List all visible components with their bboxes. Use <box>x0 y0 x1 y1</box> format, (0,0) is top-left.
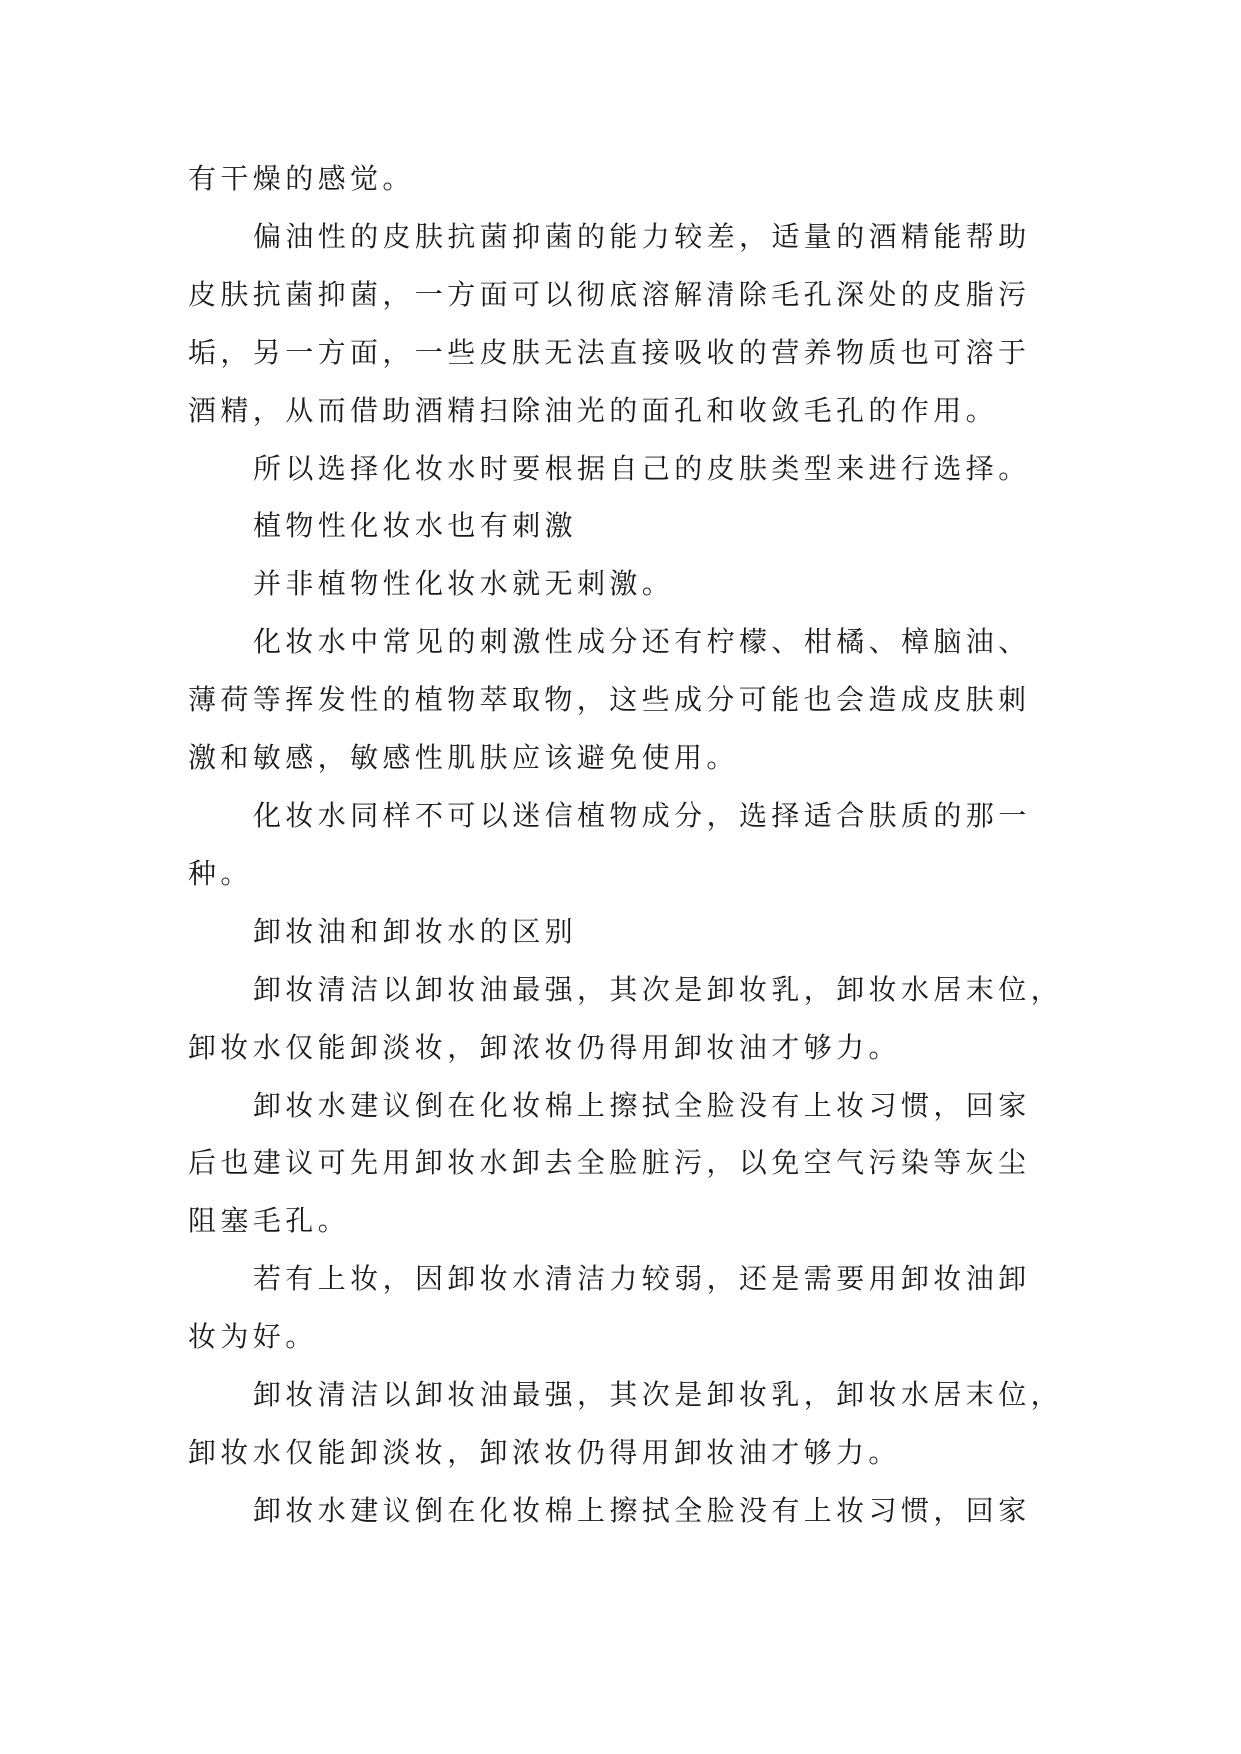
paragraph-6: 化妆水中常见的刺激性成分还有柠檬、柑橘、樟脑油、 薄荷等挥发性的植物萃取物，这些成分可能也会造成皮肤刺 激和敏感，敏感性肌肤应该避免使用。 <box>188 625 1031 775</box>
paragraph-11: 若有上妆，因卸妆水清洁力较弱，还是需要用卸妆油卸 妆为好。 <box>188 1262 1031 1354</box>
paragraph-9: 卸妆清洁以卸妆油最强，其次是卸妆乳，卸妆水居末位， 卸妆水仅能卸淡妆，卸浓妆仍得用卸妆油才够力。 <box>188 972 1064 1064</box>
paragraph-3: 所以选择化妆水时要根据自己的皮肤类型来进行选择。 <box>253 451 1031 485</box>
section-heading-plant-toner: 植物性化妆水也有刺激 <box>253 509 578 543</box>
paragraph-13: 卸妆水建议倒在化妆棉上擦拭全脸没有上妆习惯，回家 <box>253 1493 1031 1527</box>
paragraph-2: 偏油性的皮肤抗菌抑菌的能力较差，适量的酒精能帮助 皮肤抗菌抑菌，一方面可以彻底溶解清除毛孔深处的皮脂污 垢，另一方面，一些皮肤无法直接吸收的营养物质也可溶于 酒精，从而借助酒精扫除油光的面孔和收敛毛孔的作用。 <box>188 219 1031 427</box>
paragraph-7: 化妆水同样不可以迷信植物成分，选择适合肤质的那一 种。 <box>188 798 1031 890</box>
paragraph-12: 卸妆清洁以卸妆油最强，其次是卸妆乳，卸妆水居末位， 卸妆水仅能卸淡妆，卸浓妆仍得用卸妆油才够力。 <box>188 1378 1064 1469</box>
paragraph-5: 并非植物性化妆水就无刺激。 <box>253 567 675 601</box>
paragraph-10: 卸妆水建议倒在化妆棉上擦拭全脸没有上妆习惯，回家 后也建议可先用卸妆水卸去全脸脏污，以免空气污染等灰尘 阻塞毛孔。 <box>188 1088 1031 1238</box>
section-heading-makeup-remover: 卸妆油和卸妆水的区别 <box>253 914 578 948</box>
document-body <box>188 150 1068 1540</box>
paragraph-1: 有干燥的感觉。 <box>188 162 415 195</box>
